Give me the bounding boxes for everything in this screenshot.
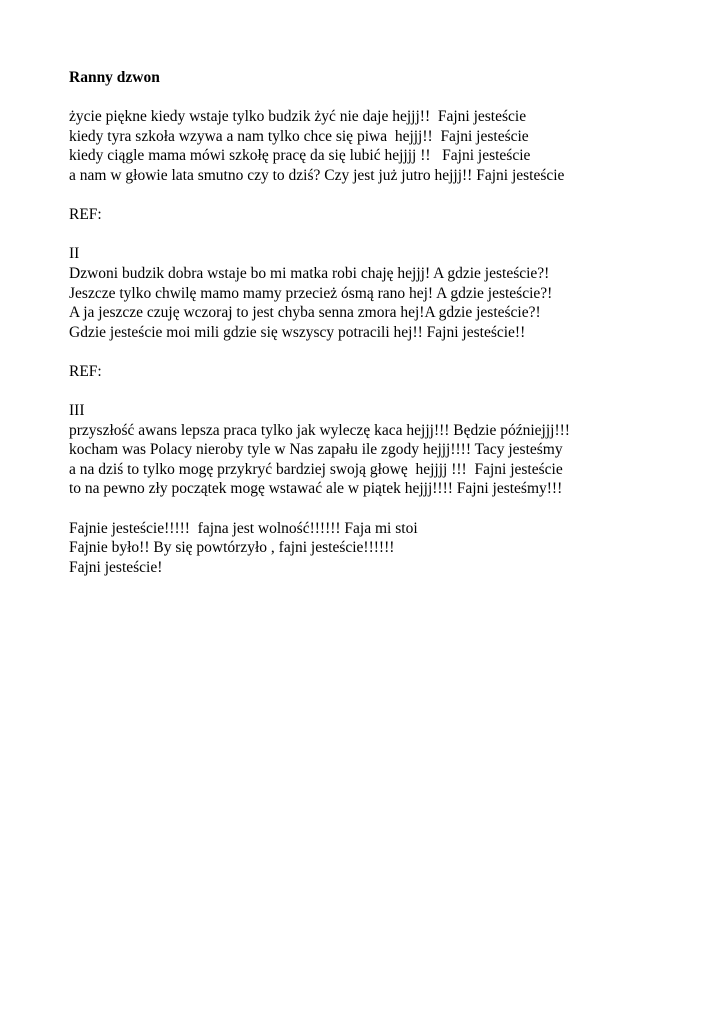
verse-number: II	[69, 245, 80, 263]
closing-stanza	[69, 519, 709, 578]
verse-2	[69, 244, 709, 342]
refrain-label: REF:	[69, 206, 102, 224]
verse-line: Fajnie jesteście!!!!! fajna jest wolność!!!!!! Faja mi stoi	[69, 519, 418, 537]
verse-line: to na pewno zły początek mogę wstawać ale w piątek hejjj!!!! Fajni jesteśmy!!!	[69, 480, 563, 498]
verse-line: kocham was Polacy nieroby tyle w Nas zapału ile zgody hejjj!!!! Tacy jesteśmy	[69, 441, 563, 459]
verse-number: III	[69, 402, 85, 420]
refrain-marker-2	[69, 362, 709, 382]
verse-line: Fajni jesteście!	[69, 558, 163, 576]
refrain-marker-1	[69, 205, 709, 225]
song-title: Ranny dzwon	[69, 69, 160, 86]
verse-line: kiedy tyra szkoła wzywa a nam tylko chce się piwa hejjj!! Fajni jesteście	[69, 127, 529, 145]
refrain-label: REF:	[69, 362, 102, 380]
document-content	[69, 68, 709, 597]
verse-line: Fajnie było!! By się powtórzyło , fajni jesteście!!!!!!	[69, 539, 395, 557]
verse-line: życie piękne kiedy wstaje tylko budzik żyć nie daje hejjj!! Fajni jesteście	[69, 108, 527, 126]
verse-line: a nam w głowie lata smutno czy to dziś? Czy jest już jutro hejjj!! Fajni jesteście	[69, 166, 565, 184]
verse-line: Dzwoni budzik dobra wstaje bo mi matka robi chaję hejjj! A gdzie jesteście?!	[69, 264, 550, 282]
verse-line: A ja jeszcze czuję wczoraj to jest chyba senna zmora hej!A gdzie jesteście?!	[69, 304, 541, 322]
verse-3	[69, 401, 709, 499]
verse-1	[69, 107, 709, 185]
verse-line: a na dziś to tylko mogę przykryć bardziej swoją głowę hejjjj !!! Fajni jesteście	[69, 460, 563, 478]
verse-line: Jeszcze tylko chwilę mamo mamy przecież ósmą rano hej! A gdzie jesteście?!	[69, 284, 553, 302]
verse-line: kiedy ciągle mama mówi szkołę pracę da się lubić hejjjj !! Fajni jesteście	[69, 147, 531, 165]
verse-line: Gdzie jesteście moi mili gdzie się wszyscy potracili hej!! Fajni jesteście!!	[69, 323, 526, 341]
verse-line: przyszłość awans lepsza praca tylko jak wyleczę kaca hejjj!!! Będzie późniejjj!!!	[69, 421, 570, 439]
